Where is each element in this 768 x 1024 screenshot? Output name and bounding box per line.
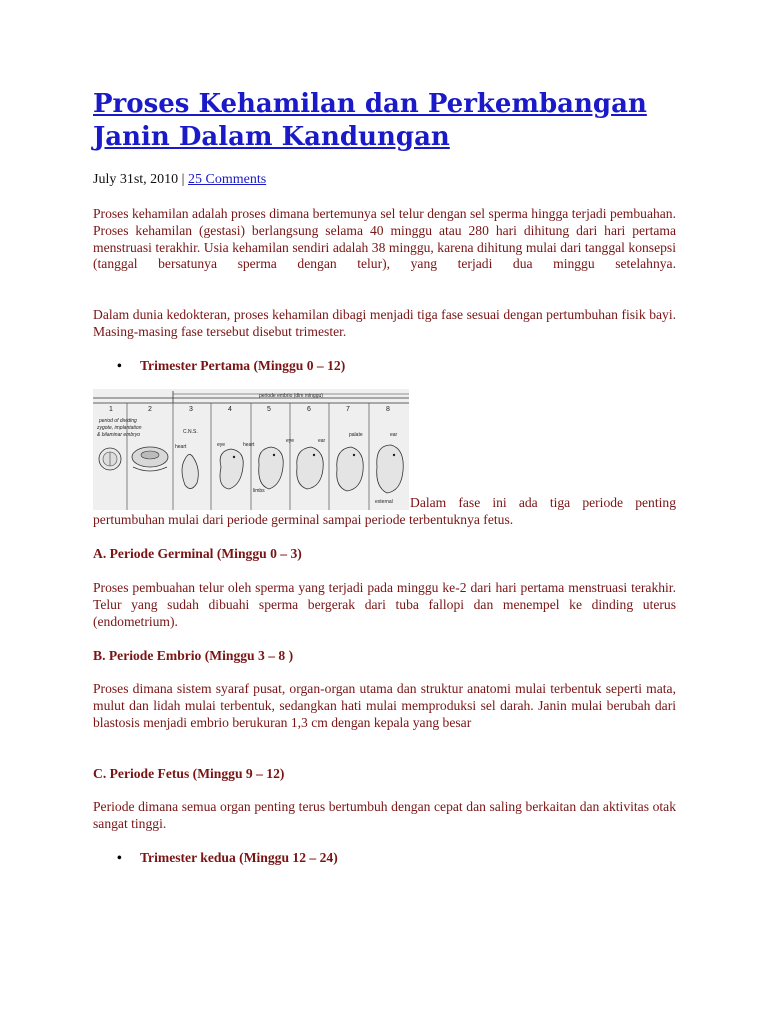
- heading-fetus: C. Periode Fetus (Minggu 9 – 12): [93, 766, 285, 781]
- figure-header: periode embrio (dlm minggu): [259, 393, 323, 399]
- bullet-icon: •: [117, 358, 122, 373]
- week-4: 4: [228, 406, 232, 413]
- heading-germinal: A. Periode Germinal (Minggu 0 – 3): [93, 546, 302, 561]
- week-7: 7: [346, 406, 350, 413]
- fetus-paragraph: Periode dimana semua organ penting terus bertumbuh dengan cepat dan saling berkaitan dan aktivitas otak sangat tinggi.: [93, 799, 676, 831]
- zygote-drawing: [99, 448, 121, 470]
- label-ear-2: ear: [390, 432, 398, 438]
- label-heart-2: heart: [243, 442, 255, 448]
- week-3: 3: [189, 406, 193, 413]
- label-heart: heart: [175, 444, 187, 450]
- label-ear: ear: [318, 438, 326, 444]
- post-date: July 31st, 2010 |: [93, 172, 188, 187]
- post-meta: [93, 172, 266, 188]
- period-note-2: zygote, implantation: [97, 425, 142, 431]
- embryo-diagram: [93, 389, 409, 510]
- trimester-paragraph: Dalam dunia kedokteran, proses kehamilan dibagi menjadi tiga fase sesuai dengan pertumbuhan fisik bayi. Masing-masing fase tersebut disebut trimester.: [93, 307, 676, 339]
- week-2: 2: [148, 406, 152, 413]
- embrio-paragraph: Proses dimana sistem syaraf pusat, organ-organ utama dan struktur anatomi mulai terbentuk seperti mata, mulut dan lidah mulai terbentuk, sedangkan hati mulai memproduksi sel darah. Janin mulai berubah dari blastosis menjadi embrio berukuran 1,3 cm dengan kepala yang besar: [93, 681, 676, 730]
- label-cns: C.N.S.: [183, 429, 198, 435]
- embryo-development-figure: [93, 389, 409, 510]
- label-external: external: [375, 499, 393, 505]
- bullet-icon: •: [117, 850, 122, 865]
- label-eye-2: eye: [286, 438, 295, 444]
- label-eye: eye: [217, 442, 226, 448]
- article-title[interactable]: Proses Kehamilan dan Perkembangan Janin Dalam Kandungan: [93, 89, 647, 152]
- bullet-label: Trimester Pertama (Minggu 0 – 12): [140, 358, 346, 373]
- week-5: 5: [267, 406, 271, 413]
- week-1: 1: [109, 406, 113, 413]
- figure-caption: Dalam fase ini ada tiga periode penting: [410, 495, 676, 510]
- intro-paragraph: Proses kehamilan adalah proses dimana bertemunya sel telur dengan sel sperma hingga terjadi pembuahan. Proses kehamilan (gestasi) berlangsung selama 40 minggu atau 280 hari dihitung dari hari pertama menstruasi terakhir. Usia kehamilan sendiri adalah 38 minggu, karena dihitung mulai dari tanggal konsepsi (tanggal bersatunya sperma dengan telur), yang terjadi dua minggu setelahnya.: [93, 206, 676, 272]
- week-6: 6: [307, 406, 311, 413]
- heading-embrio: B. Periode Embrio (Minggu 3 – 8 ): [93, 648, 294, 663]
- label-limbs: limbs: [253, 488, 265, 494]
- period-note-1: period of dividing: [99, 418, 137, 424]
- week-8: 8: [386, 406, 390, 413]
- period-note-3: & bilaminar embryo: [97, 432, 141, 438]
- figure-caption-continued: pertumbuhan mulai dari periode germinal sampai periode terbentuknya fetus.: [93, 512, 514, 527]
- germinal-paragraph: Proses pembuahan telur oleh sperma yang terjadi pada minggu ke-2 dari hari pertama menstruasi terakhir. Telur yang sudah dibuahi sperma bergerak dari tuba fallopi dan menempel ke dinding uterus (endometrium).: [93, 580, 676, 629]
- label-palate: palate: [349, 432, 363, 438]
- comments-link[interactable]: 25 Comments: [187, 172, 267, 187]
- bullet-label: Trimester kedua (Minggu 12 – 24): [140, 850, 338, 865]
